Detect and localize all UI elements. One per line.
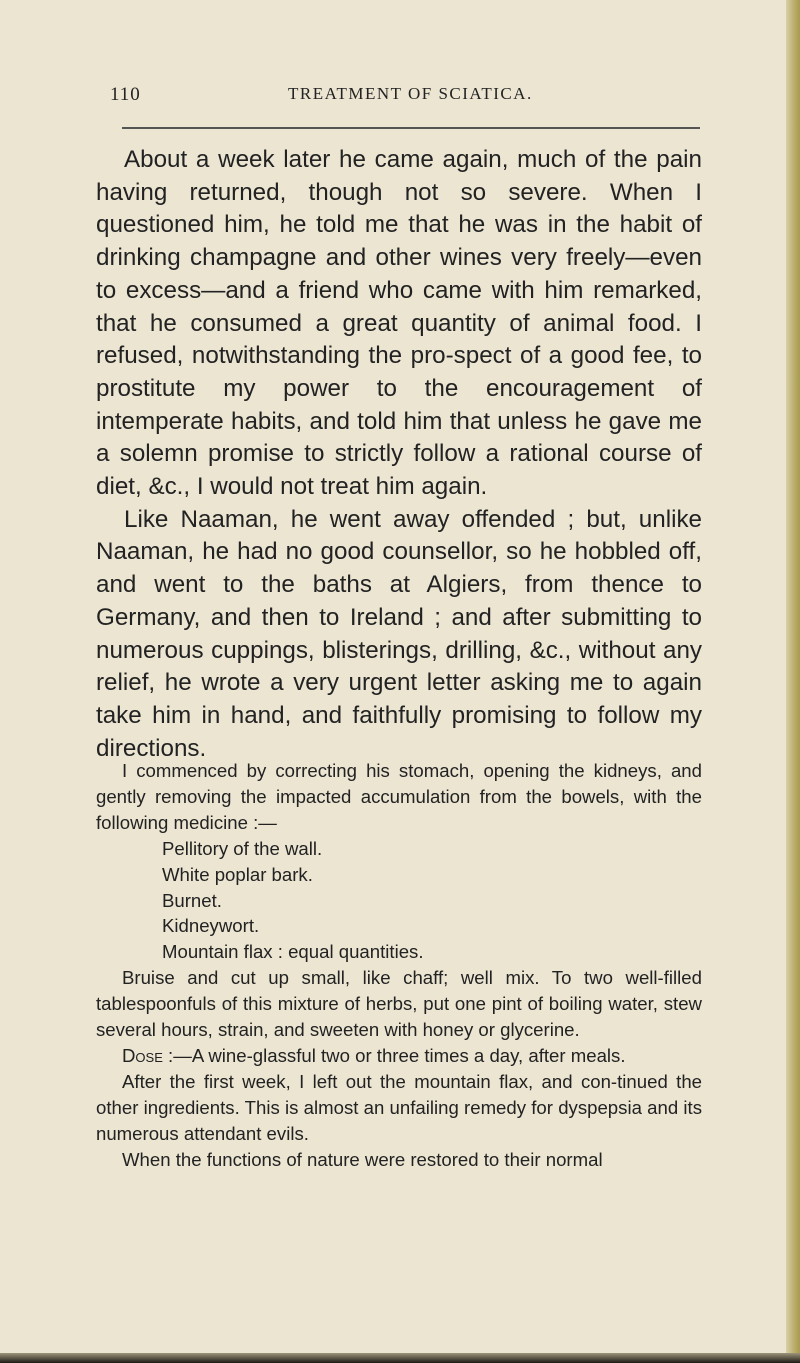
preparation-text: Bruise and cut up small, like chaff; well mix. To two well-filled tablespoonfuls of this mixture of herbs, put one pint of boiling water, stew several hours, strain, and sweeten with honey or glycerine.: [96, 967, 702, 1041]
dose-text: :—A wine-glassful two or three times a day, after meals.: [162, 1044, 626, 1066]
running-title: TREATMENT OF SCIATICA.: [288, 84, 533, 103]
ingredient-item: Kidneywort.: [162, 915, 260, 937]
page-number: 110: [110, 84, 141, 105]
page-bottom-shadow: [0, 1353, 800, 1363]
ingredient-item: Mountain flax : equal quantities.: [162, 941, 424, 963]
dose-paragraph: [96, 1043, 702, 1069]
recipe-section: [96, 758, 702, 1173]
ingredient-list: [96, 836, 702, 966]
page-header: [110, 84, 690, 112]
header-rule: [122, 127, 700, 129]
paragraph: About a week later he came again, much of the pain having returned, though not so severe. When I questioned him, he told me that he was in the habit of drinking champagne and other wines very freely—even to excess—and a friend who came with him remarked, that he consumed a great quantity of animal food. I refused, notwithstanding the pro-spect of a good fee, to prostitute my power to the encouragement of intemperate habits, and told him that unless he gave me a solemn promise to strictly follow a rational course of diet, &c., I would not treat him again.: [96, 146, 702, 501]
ingredient-item: Pellitory of the wall.: [162, 837, 323, 859]
ingredient-item: White poplar bark.: [162, 863, 313, 885]
page-edge: [786, 0, 800, 1363]
last-line: When the functions of nature were restored to their normal: [122, 1148, 603, 1170]
ingredient-item: Burnet.: [162, 889, 222, 911]
paragraph: Like Naaman, he went away offended ; but, unlike Naaman, he had no good counsellor, so he hobbled off, and went to the baths at Algiers, from thence to Germany, and then to Ireland ; and after submitting to numerous cuppings, blisterings, drilling, &c., without any relief, he wrote a very urgent letter asking me to again take him in hand, and faithfully promising to follow my directions.: [96, 505, 702, 762]
dose-label: Dose: [122, 1044, 163, 1066]
after-week-text: After the first week, I left out the mountain flax, and con-tinued the other ingredients. This is almost an unfailing remedy for dyspepsia and its numerous attendant evils.: [96, 1070, 702, 1144]
main-text: [96, 144, 702, 765]
recipe-intro: I commenced by correcting his stomach, opening the kidneys, and gently removing the impacted accumulation from the bowels, with the following medicine :—: [96, 760, 702, 833]
